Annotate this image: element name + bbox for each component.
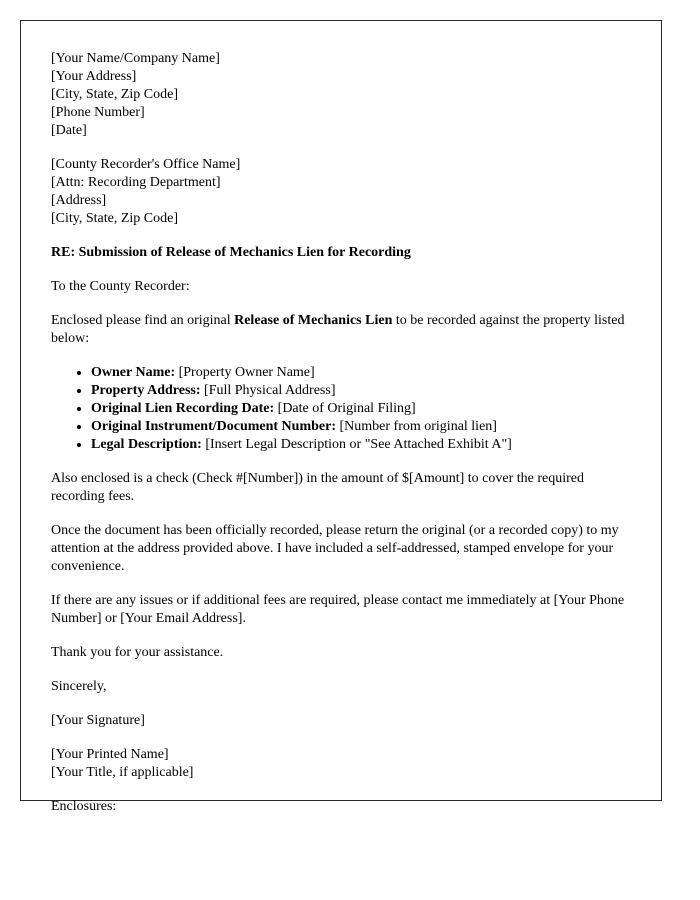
list-item-instrument-number <box>91 418 631 436</box>
sender-line: [City, State, Zip Code] <box>51 87 179 102</box>
sender-address-block <box>51 50 631 140</box>
recipient-line: [County Recorder's Office Name] <box>51 157 241 172</box>
fees-paragraph: Also enclosed is a check (Check #[Number]) in the amount of $[Amount] to cover the required recording fees. <box>51 471 584 504</box>
sender-line: [Phone Number] <box>51 105 145 120</box>
detail-value: [Date of Original Filing] <box>274 401 416 416</box>
intro-paragraph <box>51 312 631 348</box>
recipient-line: [Attn: Recording Department] <box>51 175 221 190</box>
intro-text-pre: Enclosed please find an original <box>51 313 235 328</box>
signature-placeholder: [Your Signature] <box>51 713 145 728</box>
salutation: To the County Recorder: <box>51 279 190 294</box>
intro-text-bold: Release of Mechanics Lien <box>234 313 393 328</box>
letter-page <box>20 20 662 814</box>
detail-value: [Property Owner Name] <box>175 365 315 380</box>
signer-name-line: [Your Printed Name] <box>51 747 169 762</box>
list-item-legal-description <box>91 436 631 454</box>
enclosures-line: Enclosures: <box>51 799 117 814</box>
contact-paragraph: If there are any issues or if additional fees are required, please contact me immediately at [Your Phone Number] or [Your Email Address]. <box>51 593 625 626</box>
detail-value: [Number from original lien] <box>336 419 497 434</box>
signer-title-line: [Your Title, if applicable] <box>51 765 194 780</box>
detail-label: Original Instrument/Document Number: <box>91 419 336 434</box>
intro-text-post: to be recorded against the property listed below: <box>51 313 625 346</box>
recipient-line: [Address] <box>51 193 107 208</box>
detail-label: Owner Name: <box>91 365 176 380</box>
detail-value: [Full Physical Address] <box>200 383 336 398</box>
detail-label: Original Lien Recording Date: <box>91 401 275 416</box>
sender-line: [Your Name/Company Name] <box>51 51 220 66</box>
recipient-address-block <box>51 156 631 228</box>
property-details-list <box>51 364 631 454</box>
detail-label: Property Address: <box>91 383 201 398</box>
subject-line: RE: Submission of Release of Mechanics Lien for Recording <box>51 245 411 260</box>
return-paragraph: Once the document has been officially recorded, please return the original (or a recorded copy) to my attention at the address provided above. I have included a self-addressed, stamped envelope for your convenience. <box>51 523 619 574</box>
sender-line: [Date] <box>51 123 87 138</box>
detail-label: Legal Description: <box>91 437 202 452</box>
list-item-owner-name <box>91 364 631 382</box>
list-item-property-address <box>91 382 631 400</box>
thanks-paragraph: Thank you for your assistance. <box>51 645 224 660</box>
sender-line: [Your Address] <box>51 69 137 84</box>
signature-block <box>51 746 631 782</box>
list-item-lien-recording-date <box>91 400 631 418</box>
detail-value: [Insert Legal Description or "See Attached Exhibit A"] <box>201 437 512 452</box>
closing: Sincerely, <box>51 679 107 694</box>
recipient-line: [City, State, Zip Code] <box>51 211 179 226</box>
